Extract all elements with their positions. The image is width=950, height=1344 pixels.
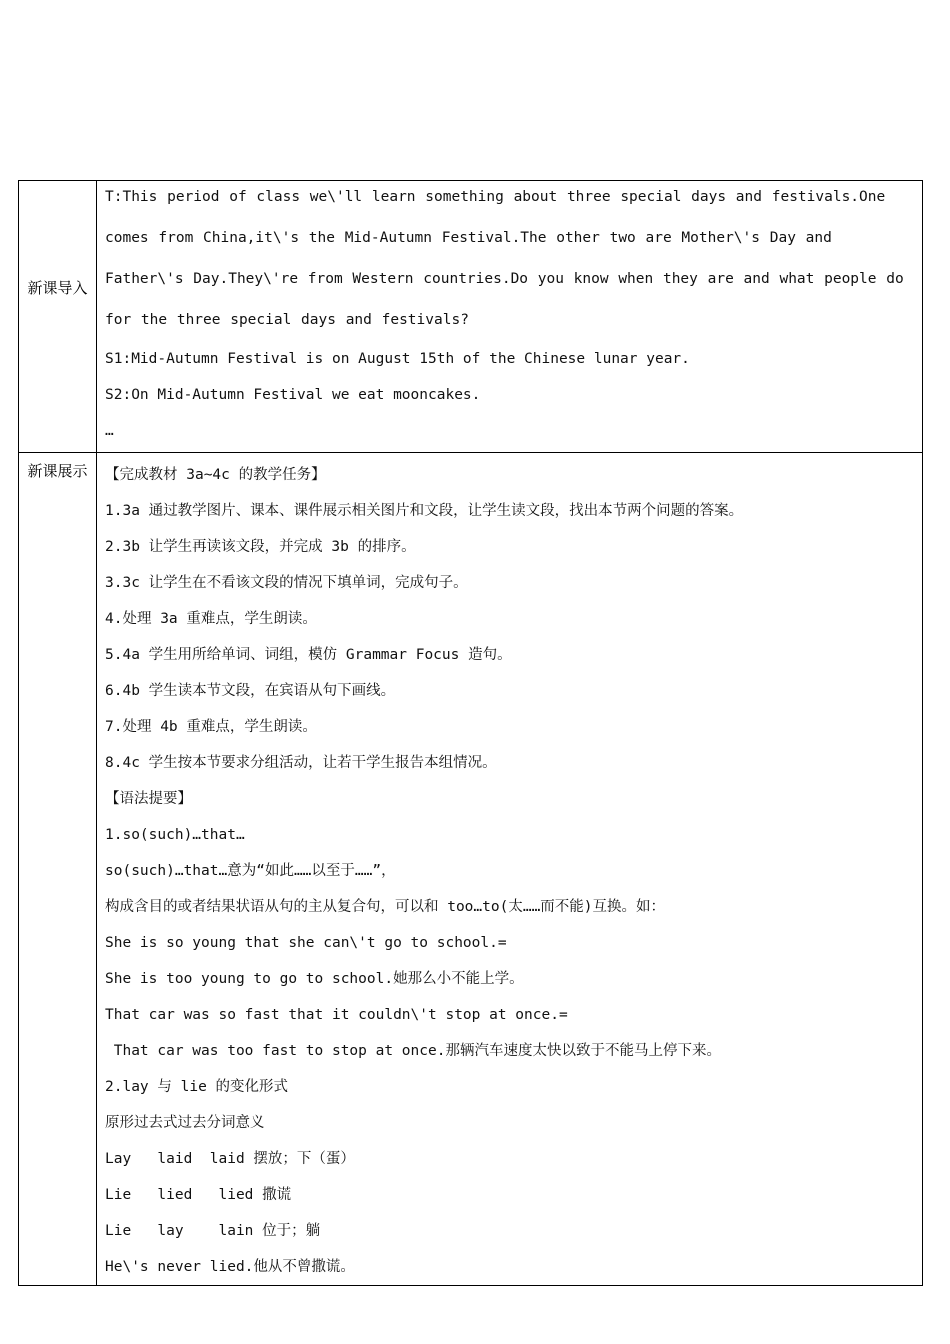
display-line: 原形过去式过去分词意义 [105,1115,265,1131]
display-line: Lie lied lied 撒谎 [105,1187,292,1203]
intro-row [19,181,923,453]
display-line: 8.4c 学生按本节要求分组活动，让若干学生报告本组情况。 [105,755,497,771]
display-line: That car was so fast that it couldn\'t stop at once.= [105,1007,568,1023]
display-line: 1.3a 通过教学图片、课本、课件展示相关图片和文段，让学生读文段，找出本节两个问题的答案。 [105,503,744,519]
intro-content-cell [97,181,923,453]
display-line: 6.4b 学生读本节文段，在宾语从句下画线。 [105,683,396,699]
intro-line: S1:Mid-Autumn Festival is on August 15th of the Chinese lunar year. [105,351,690,367]
display-content-cell [97,453,923,1286]
display-line: 1.so(such)…that… [105,827,245,843]
display-line: 构成含目的或者结果状语从句的主从复合句，可以和 too…to(太……而不能)互换。如： [105,899,666,915]
intro-line: S2:On Mid-Autumn Festival we eat mooncakes. [105,387,481,403]
display-line: 2.lay 与 lie 的变化形式 [105,1079,289,1095]
display-row [19,453,923,1286]
display-line: 2.3b 让学生再读该文段，并完成 3b 的排序。 [105,539,416,555]
display-line: 5.4a 学生用所给单词、词组，模仿 Grammar Focus 造句。 [105,647,512,663]
display-line: She is so young that she can\'t go to school.= [105,935,507,951]
intro-label-cell [19,181,97,453]
display-line: 【完成教材 3a~4c 的教学任务】 [105,467,326,483]
display-line: Lay laid laid 摆放；下（蛋） [105,1151,355,1167]
display-line: 3.3c 让学生在不看该文段的情况下填单词，完成句子。 [105,575,468,591]
display-line: She is too young to go to school.她那么小不能上学。 [105,971,524,987]
display-line: 【语法提要】 [105,791,192,807]
display-line: so(such)…that…意为“如此……以至于……”， [105,863,396,879]
lesson-plan-table [18,180,923,1286]
display-line: Lie lay lain 位于；躺 [105,1223,321,1239]
display-line: 4.处理 3a 重难点，学生朗读。 [105,611,317,627]
intro-paragraph: T:This period of class we\'ll learn something about three special days and festivals.One comes from China,it\'s the Mid-Autumn Festival.The other two are Mother\'s Day and Father\'s Day.They\'re from Western countries.Do you know when they are and what people do for the three special days and festivals? [105,189,904,328]
intro-line: … [105,423,114,439]
display-label: 新课展示 [27,462,88,480]
display-line: 7.处理 4b 重难点，学生朗读。 [105,719,317,735]
display-line: That car was too fast to stop at once.那辆汽车速度太快以致于不能马上停下来。 [105,1043,721,1059]
intro-label: 新课导入 [27,279,88,297]
display-line: He\'s never lied.他从不曾撒谎。 [105,1259,355,1275]
display-label-cell [19,453,97,1286]
